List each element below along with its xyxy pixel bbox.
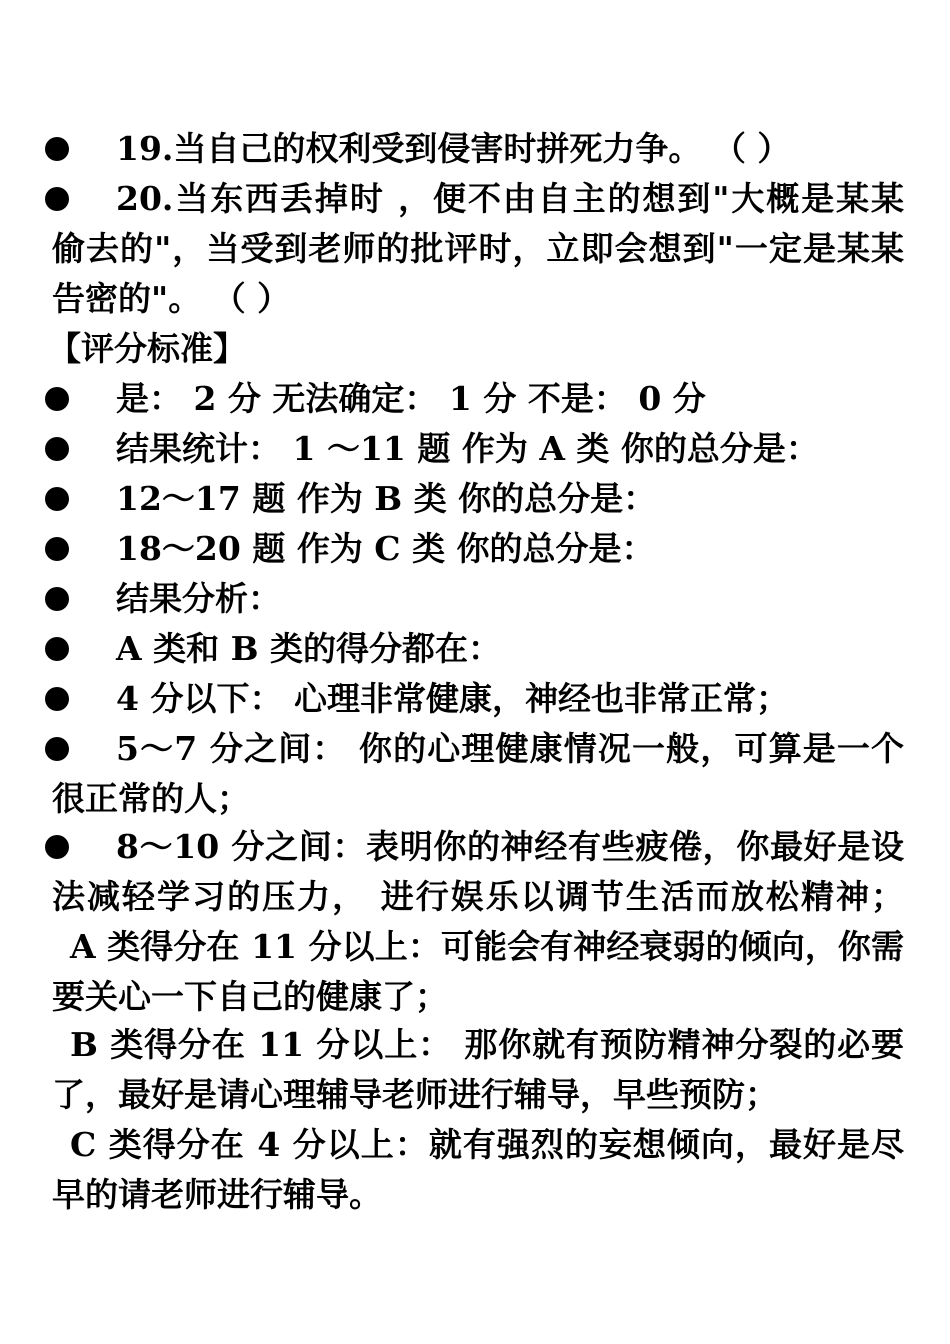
range-5-to-7 <box>0 724 950 774</box>
bullet-dot-icon <box>45 835 69 859</box>
bullet-dot-icon <box>45 137 69 161</box>
stat-category-b-text: 12～17 题 作为 B 类 你的总分是： <box>116 479 657 518</box>
bullet-dot-icon <box>45 387 69 411</box>
range-5-to-7-text-line-2: 很正常的人； <box>52 779 250 818</box>
question-19-text: 19.当自己的权利受到侵害时拼死力争。 （ ） <box>116 129 791 168</box>
category-b-over-11-continuation <box>0 1070 950 1120</box>
scoring-rule <box>0 374 950 424</box>
bullet-dot-icon <box>45 487 69 511</box>
ab-intro <box>0 624 950 674</box>
bullet-dot-icon <box>45 587 69 611</box>
stat-category-a-text: 结果统计： 1 ～11 题 作为 A 类 你的总分是： <box>116 429 819 468</box>
category-a-over-11-text-line-2: 要关心一下自己的健康了； <box>52 977 448 1016</box>
question-20 <box>0 174 950 224</box>
stat-category-b <box>0 474 950 524</box>
question-20-text-line-3: 告密的"。 （ ） <box>52 279 291 318</box>
range-8-to-10-text-line-1: 8～10 分之间：表明你的神经有些疲倦，你最好是设 <box>116 827 904 866</box>
question-20-continuation <box>0 274 950 324</box>
stat-category-c <box>0 524 950 574</box>
category-a-over-11-text-line-1: A 类得分在 11 分以上：可能会有神经衰弱的倾向，你需 <box>70 927 904 966</box>
scoring-rule-text: 是： 2 分 无法确定： 1 分 不是： 0 分 <box>116 379 706 418</box>
category-c-over-4 <box>0 1120 950 1170</box>
question-20-text-line-1: 20.当东西丢掉时 ，便不由自主的想到"大概是某某 <box>116 179 904 218</box>
question-20-text-line-2: 偷去的"，当受到老师的批评时，立即会想到"一定是某某 <box>52 229 904 268</box>
category-c-over-4-continuation <box>0 1170 950 1220</box>
range-8-to-10-continuation <box>0 872 950 922</box>
bullet-dot-icon <box>45 437 69 461</box>
category-b-over-11-text-line-1: B 类得分在 11 分以上： 那你就有预防精神分裂的必要 <box>70 1025 904 1064</box>
category-c-over-4-text-line-1: C 类得分在 4 分以上：就有强烈的妄想倾向，最好是尽 <box>70 1125 904 1164</box>
range-below-4 <box>0 674 950 724</box>
stat-category-c-text: 18～20 题 作为 C 类 你的总分是： <box>116 529 655 568</box>
bullet-dot-icon <box>45 637 69 661</box>
category-a-over-11-continuation <box>0 972 950 1022</box>
category-a-over-11 <box>0 922 950 972</box>
scoring-header-text: 【评分标准】 <box>48 329 246 368</box>
range-5-to-7-text-line-1: 5～7 分之间： 你的心理健康情况一般，可算是一个 <box>116 729 904 768</box>
ab-intro-text: A 类和 B 类的得分都在： <box>116 629 501 668</box>
stat-category-a <box>0 424 950 474</box>
category-b-over-11 <box>0 1020 950 1070</box>
bullet-dot-icon <box>45 687 69 711</box>
range-8-to-10-text-line-2: 法减轻学习的压力， 进行娱乐以调节生活而放松精神； <box>52 877 904 916</box>
question-19 <box>0 124 950 174</box>
category-c-over-4-text-line-2: 早的请老师进行辅导。 <box>52 1175 382 1214</box>
category-b-over-11-text-line-2: 了，最好是请心理辅导老师进行辅导，早些预防； <box>52 1075 778 1114</box>
analysis-title <box>0 574 950 624</box>
bullet-dot-icon <box>45 737 69 761</box>
range-below-4-text: 4 分以下： 心理非常健康，神经也非常正常； <box>116 679 789 718</box>
bullet-dot-icon <box>45 187 69 211</box>
range-5-to-7-continuation <box>0 774 950 824</box>
scoring-header <box>0 324 950 374</box>
range-8-to-10 <box>0 822 950 872</box>
analysis-title-text: 结果分析： <box>116 579 281 618</box>
question-20-continuation <box>0 224 950 274</box>
bullet-dot-icon <box>45 537 69 561</box>
